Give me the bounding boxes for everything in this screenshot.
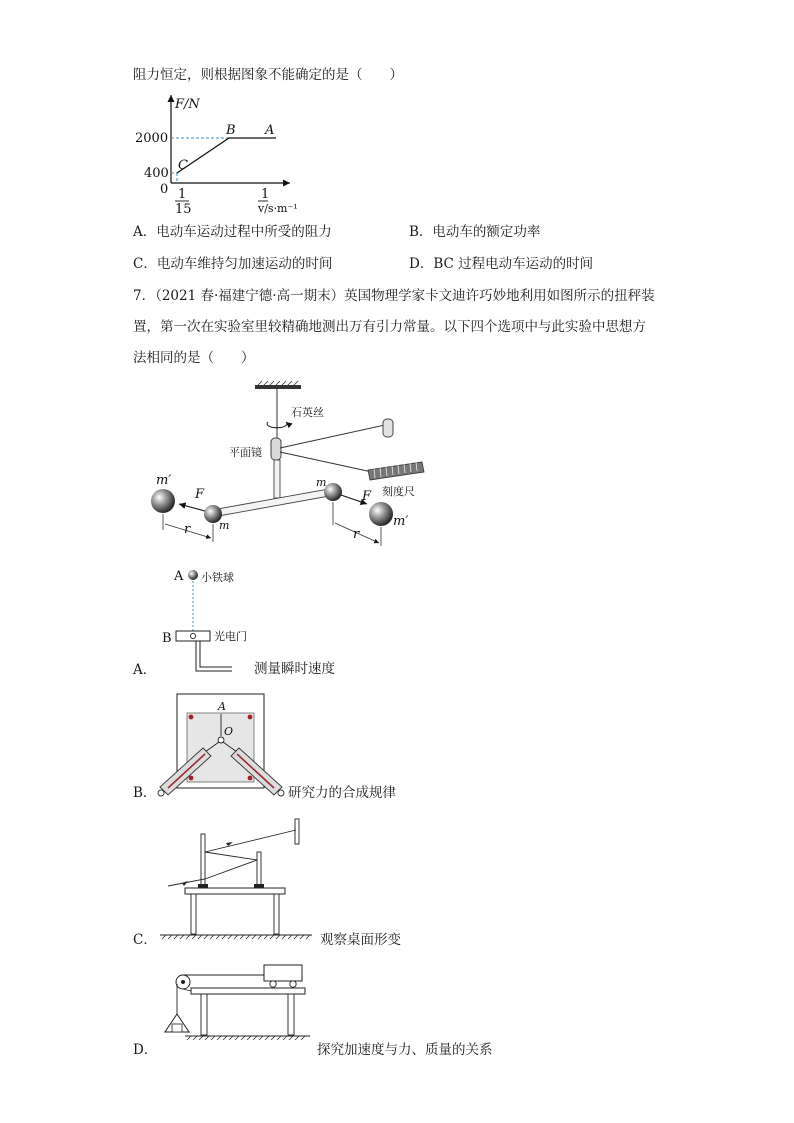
label-point-b: B: [162, 631, 172, 646]
option-c-caption: 观察桌面形变: [320, 932, 401, 948]
graph-xaxis-num: 1: [261, 187, 270, 202]
q6-option-d: D．BC 过程电动车运动的时间: [409, 256, 594, 272]
label-point-a: A: [174, 569, 184, 584]
label-m-prime-right: m′: [393, 514, 409, 529]
track-table: [191, 988, 305, 994]
q6-option-b: B．电动车的额定功率: [409, 224, 541, 240]
option-b-caption: 研究力的合成规律: [288, 785, 396, 801]
cart: [264, 965, 302, 981]
option-d-caption: 探究加速度与力、质量的关系: [317, 1042, 493, 1058]
graph-point-a: A: [265, 123, 275, 138]
label-f-right: F: [362, 489, 372, 504]
graph-tick-2000: 2000: [135, 131, 169, 146]
label-scale: 刻度尺: [382, 485, 415, 498]
option-b-letter: B．: [133, 785, 157, 801]
label-iron-ball: 小铁球: [201, 571, 234, 584]
label-photogate: 光电门: [214, 630, 247, 643]
q7-stem-line3: 法相同的是（ ）: [133, 350, 255, 366]
label-b-point-o: O: [224, 725, 234, 738]
graph-y-label: F/N: [175, 97, 200, 112]
q6-option-a: A．电动车运动过程中所受的阻力: [133, 224, 332, 240]
graph-tick-400: 400: [144, 166, 169, 181]
label-m-left: m: [219, 519, 230, 532]
label-mirror: 平面镜: [229, 446, 262, 459]
label-m-prime-left: m′: [156, 473, 172, 488]
label-b-point-a: A: [218, 700, 226, 713]
option-a-caption: 测量瞬时速度: [254, 661, 335, 677]
label-m-right: m: [316, 476, 327, 489]
graph-xaxis-den: v/s·m⁻¹: [258, 202, 298, 215]
q7-stem-line1: 7．（2021 春·福建宁德·高一期末）英国物理学家卡文迪许巧妙地利用如图所示的扭秤装: [133, 288, 655, 304]
label-f-left: F: [195, 487, 205, 502]
q7-stem-line2: 置，第一次在实验室里较精确地测出万有引力常量。以下四个选项中与此实验中思想方: [133, 319, 646, 335]
graph-xtick-num: 1: [178, 187, 187, 202]
q6-stem-tail: 阻力恒定，则根据图象不能确定的是（ ）: [133, 67, 403, 83]
graph-xtick-den: 15: [175, 202, 192, 217]
option-d-letter: D．: [133, 1042, 158, 1058]
graph-point-c: C: [178, 158, 188, 173]
graph-point-b: B: [226, 123, 236, 138]
graph-tick-0: 0: [160, 182, 169, 197]
label-r-left: r: [184, 522, 191, 537]
label-r-right: r: [353, 527, 360, 542]
label-quartz: 石英丝: [291, 406, 324, 419]
q6-option-c: C．电动车维持匀加速运动的时间: [133, 256, 333, 272]
option-a-letter: A．: [133, 662, 157, 678]
option-c-letter: C．: [133, 932, 157, 948]
